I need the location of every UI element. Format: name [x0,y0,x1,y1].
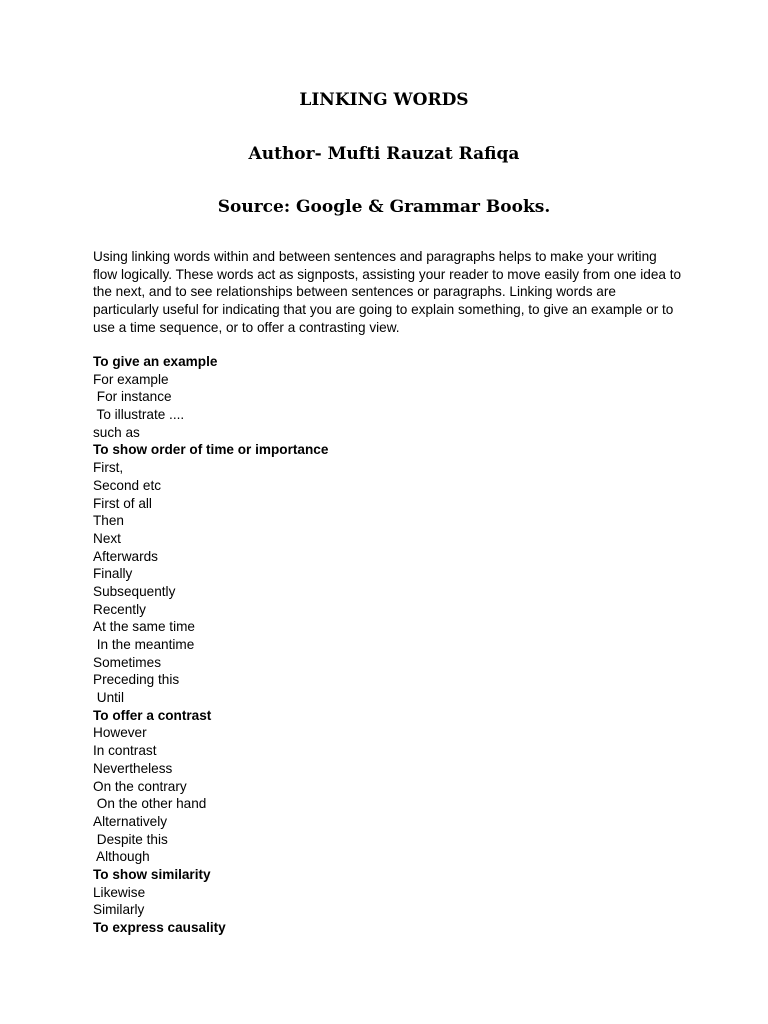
list-item: Second etc [93,477,162,493]
section-heading: To show order of time or importance [93,442,329,458]
list-item: Recently [93,601,146,617]
list-item: In the meantime [93,637,195,652]
document-title: LINKING WORDS [299,90,469,110]
list-item: such as [93,424,140,440]
list-item: On the other hand [93,796,207,812]
section-heading: To express causality [93,920,226,935]
list-item: First, [93,460,124,476]
document-source: Source: Google & Grammar Books. [217,197,551,217]
intro-paragraph: Using linking words within and between sentences and paragraphs helps to make your writing flow logically. These words act as signposts, assisting your reader to move easily from one idea to the next, and to see relationships between sentences or paragraphs. Linking words are particularly useful for indicating that you are going to explain something, to give an example or to use a time sequence, or to offer a contrasting view. [93,249,682,335]
list-item: Until [93,690,124,706]
list-item: First of all [93,495,152,511]
linking-words-list [93,353,683,937]
list-item: Nevertheless [93,760,173,776]
list-item: Similarly [93,902,145,918]
list-item: Sometimes [93,654,161,670]
list-item: To illustrate .... [93,407,185,423]
list-item: In contrast [93,743,157,759]
list-item: Likewise [93,884,146,900]
list-item: Next [93,530,121,546]
list-item: Despite this [93,831,168,847]
list-item: At the same time [93,619,195,635]
section-heading: To give an example [93,354,218,369]
list-item: On the contrary [93,778,187,794]
list-item: For instance [93,389,172,405]
list-item: Afterwards [93,548,158,564]
list-item: Although [93,849,150,865]
list-item: For example [93,371,169,387]
list-item: Then [93,513,124,529]
document-author: Author- Mufti Rauzat Rafiqa [248,144,520,164]
section-heading: To offer a contrast [93,707,212,723]
section-heading: To show similarity [93,866,211,882]
list-item: Alternatively [93,813,168,829]
list-item: Subsequently [93,583,176,599]
list-item: However [93,725,147,741]
list-item: Finally [93,566,133,582]
list-item: Preceding this [93,672,180,688]
